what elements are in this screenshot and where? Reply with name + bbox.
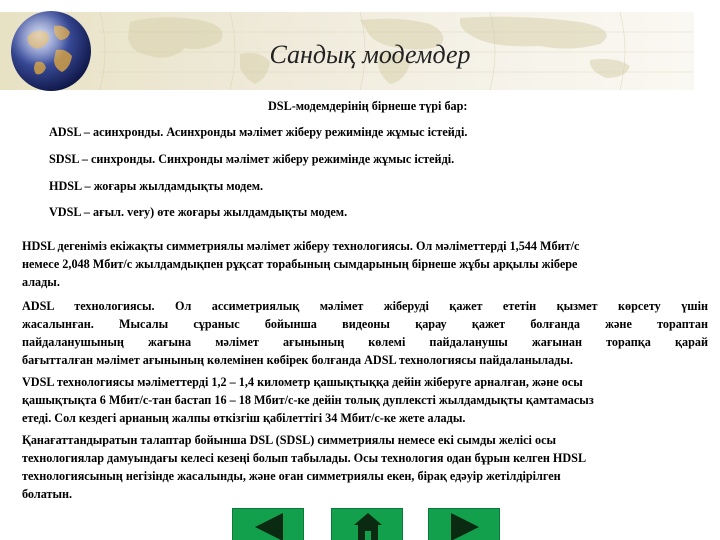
paragraph-line: болатын.	[22, 487, 73, 501]
type-sdsl: SDSL – синхронды. Синхронды мәлімет жіберу режимінде жұмыс істейді.	[49, 152, 455, 166]
paragraph-line: технологиялар дамуындағы келесі кезеңі болып табылады. Осы технология одан бұрын келген HDSL	[22, 451, 587, 465]
type-hdsl: HDSL – жоғары жылдамдықты модем.	[49, 179, 264, 193]
paragraph-line: технологиясының негізінде жасалынды, және оған симметриялы екен, бірақ едәуір жетілдірілген	[22, 469, 561, 483]
paragraph-line: Қанағаттандыратын талаптар бойынша DSL (SDSL) симметриялы немесе екі сымды желісі осы	[22, 433, 557, 447]
intro-text: DSL-модемдерінің бірнеше түрі бар:	[268, 99, 468, 113]
paragraph-line: етеді. Сол кездегі арнаның жалпы өткізгіш қабілеттігі 34 Мбит/с-ке жете алады.	[22, 411, 466, 425]
triangle-right-icon	[429, 509, 501, 540]
globe-icon	[6, 6, 96, 96]
paragraph-sdsl	[22, 431, 708, 503]
paragraph-line: қашықтықта 6 Мбит/с-тан бастап 16 – 18 Мбит/с-ке дейін толық дуплексті жылдамдықты қамтамасыз	[22, 393, 594, 407]
paragraph-line: жасалынған. Мысалы сұраныс бойынша видеоны қарау қажет болғанда және тораптан	[22, 317, 708, 331]
type-vdsl: VDSL – ағыл. very) өте жоғары жылдамдықты модем.	[49, 205, 348, 219]
previous-slide-button[interactable]	[232, 508, 304, 540]
paragraph-line: HDSL дегеніміз екіжақты симметриялы мәлімет жіберу технологиясы. Ол мәліметтерді 1,544 Мбит/с	[22, 239, 580, 253]
paragraph-line: пайдаланушының жағына мәлімет ағынының көлемі пайдаланушы жағынан торапқа қарай	[22, 335, 708, 349]
home-icon	[332, 509, 404, 540]
paragraph-hdsl	[22, 237, 708, 291]
paragraph-line: алады.	[22, 275, 60, 289]
triangle-left-icon	[233, 509, 305, 540]
paragraph-line: немесе 2,048 Мбит/с жылдамдықпен рұқсат торабының сымдарының бірнеше жұбы арқылы жібере	[22, 257, 578, 271]
paragraph-line: бағытталған мәлімет ағынының көлемінен көбірек болғанда ADSL технологиясы пайдаланылады.	[22, 353, 573, 367]
next-slide-button[interactable]	[428, 508, 500, 540]
home-button[interactable]	[331, 508, 403, 540]
paragraph-adsl	[22, 297, 708, 369]
paragraph-line: ADSL технологиясы. Ол ассиметриялық мәлімет жіберуді қажет ететін қызмет көрсету үшін	[22, 299, 708, 313]
paragraph-line: VDSL технологиясы мәліметтерді 1,2 – 1,4 километр қашықтыққа дейін жіберуге арналған, және осы	[22, 375, 583, 389]
slide-title: Сандық модемдер	[269, 40, 471, 69]
type-adsl: ADSL – асинхронды. Асинхронды мәлімет жіберу режимінде жұмыс істейді.	[49, 125, 468, 139]
paragraph-vdsl	[22, 373, 708, 427]
